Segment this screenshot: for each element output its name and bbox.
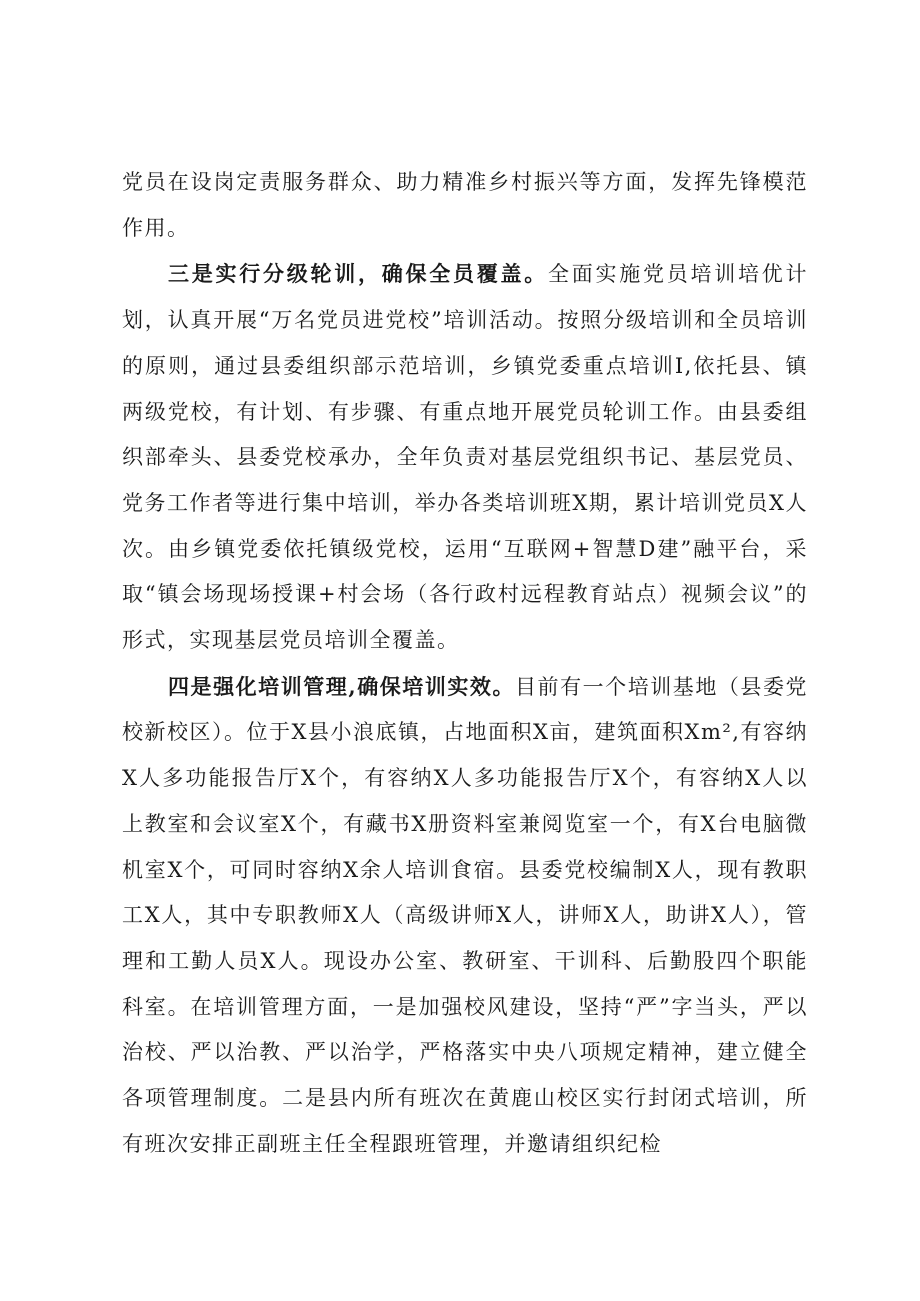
- paragraph-1: [122, 160, 808, 251]
- paragraph-2-heading: 三是实行分级轮训，确保全员覆盖。: [168, 261, 548, 287]
- paragraph-2: [122, 251, 808, 663]
- paragraph-1-body: 党员在设岗定责服务群众、助力精准乡村振兴等方面，发挥先锋模范作用。: [122, 170, 808, 240]
- paragraph-3: [122, 664, 808, 1168]
- document-body: [122, 160, 808, 1167]
- paragraph-3-body: 目前有一个培训基地（县委党校新校区）。位于X县小浪底镇，占地面积X亩，建筑面积Xm²,有容纳X人多功能报告厅X个，有容纳X人多功能报告厅X个，有容纳X人以上教室和会议室X个，有藏书X册资料室兼阅览室一个，有X台电脑微机室X个，可同时容纳X余人培训食宿。县委党校编制X人，现有教职工X人，其中专职教师X人（高级讲师X人，讲师X人，助讲X人），管理和工勤人员X人。现设办公室、教研室、干训科、后勤股四个职能科室。在培训管理方面，一是加强校风建设，坚持“严”字当头，严以治校、严以治教、严以治学，严格落实中央八项规定精神，建立健全各项管理制度。二是县内所有班次在黄鹿山校区实行封闭式培训，所有班次安排正副班主任全程跟班管理，并邀请组织纪检: [122, 674, 809, 1156]
- paragraph-2-body: 全面实施党员培训培优计划，认真开展“万名党员进党校”培训活动。按照分级培训和全员培训的原则，通过县委组织部示范培训，乡镇党委重点培训I,依托县、镇两级党校，有计划、有步骤、有重点地开展党员轮训工作。由县委组织部牵头、县委党校承办，全年负责对基层党组织书记、基层党员、党务工作者等进行集中培训，举办各类培训班X期，累计培训党员X人次。由乡镇党委依托镇级党校，运用“互联网+智慧D建”融平台，采取“镇会场现场授课+村会场（各行政村远程教育站点）视频会议”的形式，实现基层党员培训全覆盖。: [122, 262, 808, 653]
- paragraph-3-heading: 四是强化培训管理,确保培训实效。: [168, 673, 515, 699]
